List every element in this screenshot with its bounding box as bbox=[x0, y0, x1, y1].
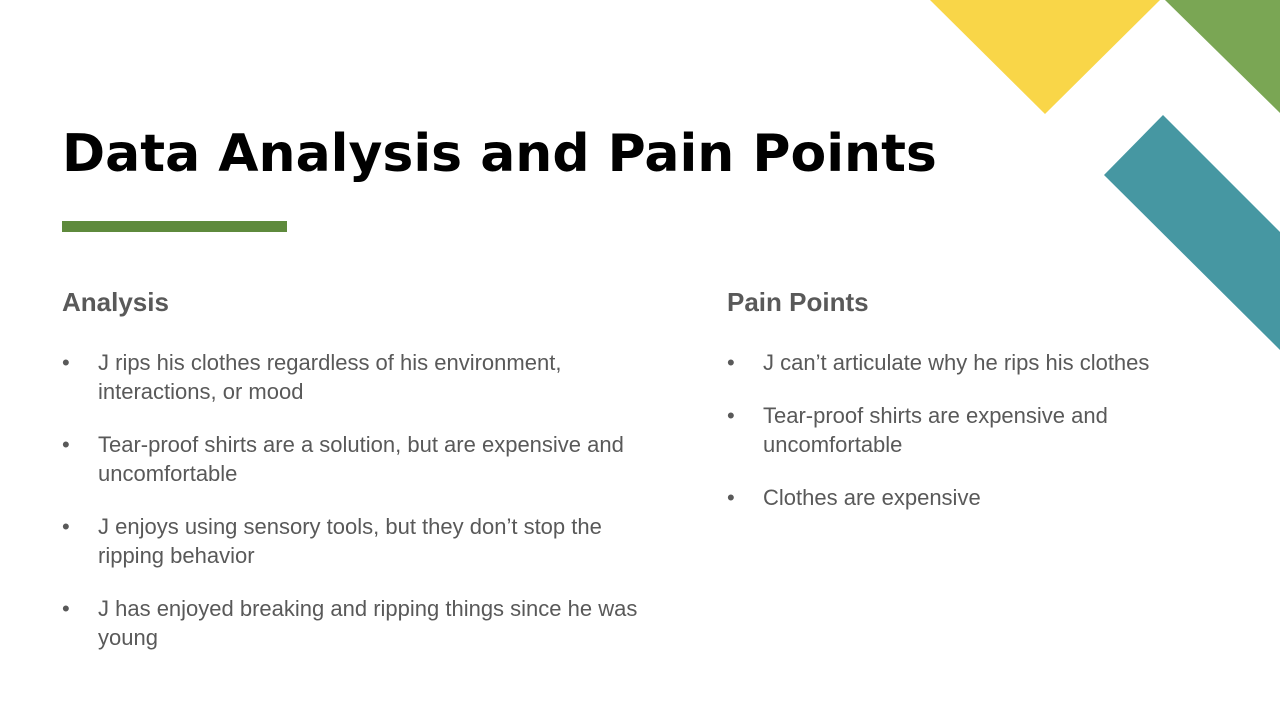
pain-points-heading: Pain Points bbox=[727, 287, 869, 317]
analysis-list bbox=[62, 348, 652, 652]
pain-point-item-text: Tear-proof shirts are expensive and uncomfortable bbox=[763, 403, 1108, 457]
analysis-item bbox=[62, 594, 652, 652]
pain-points-column bbox=[727, 284, 1247, 536]
bullet-icon: • bbox=[62, 514, 70, 539]
analysis-item-text: J rips his clothes regardless of his environment, interactions, or mood bbox=[98, 350, 562, 404]
analysis-item bbox=[62, 348, 652, 406]
pain-point-item bbox=[727, 401, 1247, 459]
pain-point-item bbox=[727, 483, 1247, 512]
bullet-icon: • bbox=[62, 596, 70, 621]
analysis-item bbox=[62, 430, 652, 488]
bullet-icon: • bbox=[62, 432, 70, 457]
analysis-heading: Analysis bbox=[62, 287, 169, 317]
pain-point-item bbox=[727, 348, 1247, 377]
bullet-icon: • bbox=[727, 485, 735, 510]
bullet-icon: • bbox=[727, 350, 735, 375]
bullet-icon: • bbox=[727, 403, 735, 428]
analysis-item bbox=[62, 512, 652, 570]
slide-title: Data Analysis and Pain Points bbox=[62, 124, 937, 184]
pain-point-item-text: J can’t articulate why he rips his clothes bbox=[763, 350, 1150, 375]
bullet-icon: • bbox=[62, 350, 70, 375]
analysis-item-text: J enjoys using sensory tools, but they don’t stop the ripping behavior bbox=[98, 514, 602, 568]
yellow-triangle-shape bbox=[930, 0, 1160, 114]
analysis-item-text: Tear-proof shirts are a solution, but are expensive and uncomfortable bbox=[98, 432, 624, 486]
analysis-item-text: J has enjoyed breaking and ripping things since he was young bbox=[98, 596, 638, 650]
title-underline-bar bbox=[62, 221, 287, 232]
analysis-column bbox=[62, 284, 652, 676]
green-triangle-shape bbox=[1165, 0, 1280, 113]
pain-points-list bbox=[727, 348, 1247, 512]
pain-point-item-text: Clothes are expensive bbox=[763, 485, 981, 510]
